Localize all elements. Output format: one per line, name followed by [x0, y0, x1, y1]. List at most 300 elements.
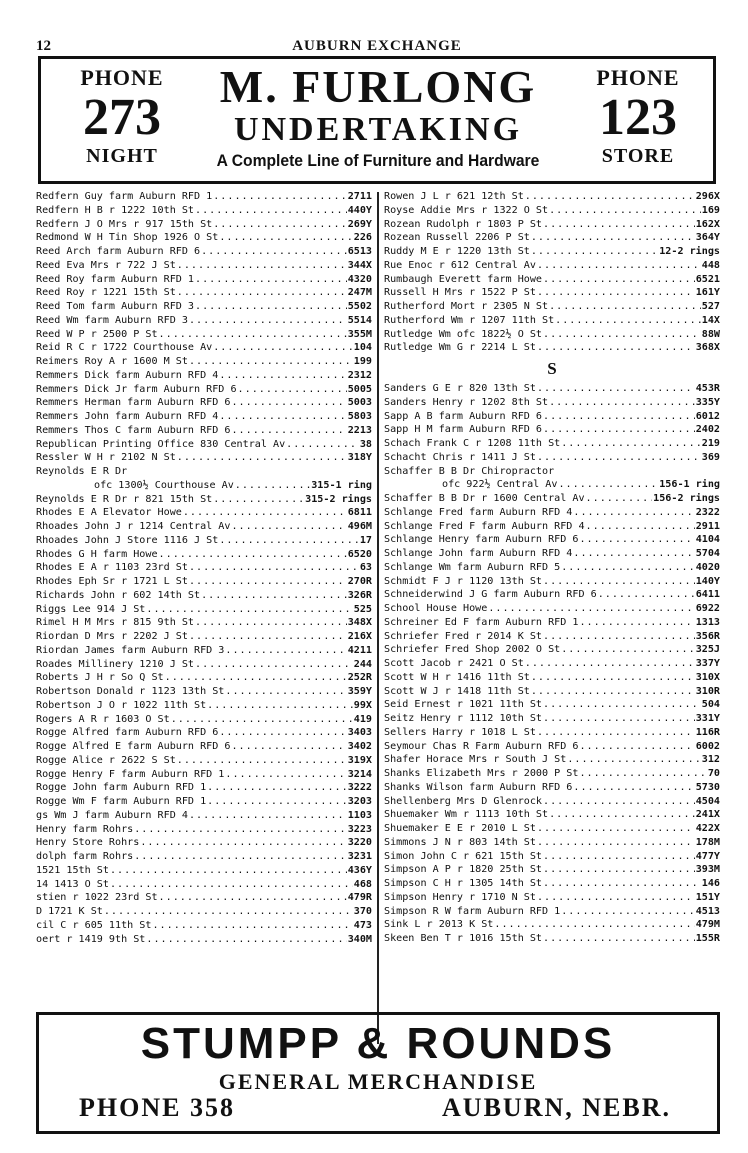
listing-name: Redmond W H Tin Shop 1926 O St [36, 232, 219, 244]
leader-dots [189, 575, 347, 589]
listing-row [36, 259, 372, 273]
listing-row [36, 438, 372, 452]
leader-dots [219, 369, 346, 383]
listing-name: Rogge Wm F farm Auburn RFD 1 [36, 796, 207, 807]
listing-phone: 315-2 rings [305, 493, 372, 505]
listing-phone: 337Y [695, 658, 720, 669]
listing-phone: 178M [695, 836, 720, 848]
listing-phone: 344X [347, 259, 372, 271]
listing-row [384, 533, 720, 547]
listing-row [384, 231, 720, 245]
listing-name: Simpson Henry r 1710 N St [384, 891, 536, 903]
listing-name: Ressler W H r 2102 N St [36, 452, 176, 464]
listing-phone: 6922 [695, 603, 720, 614]
listing-name: Remmers Dick Jr farm Auburn RFD 6 [36, 383, 237, 395]
listing-name: Schriefer Fred r 2014 K St [384, 630, 543, 642]
listing-name: Henry farm Rohrs [36, 823, 134, 835]
page-header [36, 38, 718, 54]
listing-name: Schach Frank C r 1208 11th St [384, 438, 561, 449]
listing-phone: 319X [347, 754, 372, 766]
listing-name: Reed Arch farm Auburn RFD 6 [36, 246, 201, 257]
leader-dots [195, 658, 353, 672]
listing-name: Rogge Alfred E farm Auburn RFD 6 [36, 741, 231, 752]
listing-row [36, 548, 372, 562]
listing-name: Rhoades John J Store 1116 J St [36, 534, 219, 546]
listing-row [36, 355, 372, 369]
listing-phone: 296X [695, 191, 720, 202]
listing-phone: 340M [347, 933, 372, 945]
listing-row [36, 506, 372, 520]
leader-dots [598, 588, 695, 602]
listing-row [384, 190, 720, 204]
leader-dots [159, 891, 347, 905]
listing-phone: 156-2 rings [653, 493, 720, 504]
listing-phone: 318Y [347, 452, 372, 464]
listing-phone: 146 [701, 878, 720, 889]
listing-phone: 116R [695, 726, 720, 738]
listing-row [36, 328, 372, 342]
leader-dots [201, 589, 347, 603]
listing-phone: 63 [359, 562, 372, 574]
listing-row [36, 575, 372, 589]
listing-name: Rumbaugh Everett farm Howe [384, 273, 543, 285]
listing-row [384, 520, 720, 534]
listing-phone: 468 [353, 878, 372, 890]
listing-name: Schlange John farm Auburn RFD 4 [384, 548, 573, 559]
listing-name: Schaffer B B Dr r 1600 Central Av [384, 493, 585, 504]
listing-phone: 479R [347, 892, 372, 904]
leader-dots [549, 204, 701, 218]
listing-row [36, 905, 372, 919]
leader-dots [525, 657, 695, 671]
listing-row [36, 396, 372, 410]
listing-row [36, 479, 372, 493]
listing-phone: 5005 [347, 383, 372, 395]
leader-dots [573, 781, 694, 795]
listing-name: Rutledge Wm G r 2214 L St [384, 342, 536, 354]
listing-phone: 216X [347, 631, 372, 642]
listing-name: Reid R C r 1722 Courthouse Av [36, 342, 213, 354]
listing-name: Reynolds E R Dr r 821 15th St [36, 493, 213, 505]
listing-row [36, 245, 372, 259]
leader-dots [159, 328, 347, 342]
listing-phone: 169 [701, 204, 720, 216]
listing-row [36, 314, 372, 328]
listing-row [384, 396, 720, 410]
listing-phone: 99X [353, 699, 372, 711]
listing-name: Simpson R W farm Auburn RFD 1 [384, 905, 561, 917]
listing-phone: 6520 [347, 548, 372, 560]
leader-dots [573, 547, 694, 561]
listing-columns [36, 190, 720, 1048]
listing-name: 14 1413 O St [36, 878, 109, 890]
page-title: AUBURN EXCHANGE [292, 38, 462, 54]
store-phone-block [563, 65, 713, 168]
listing-row [384, 781, 720, 795]
listing-name: Schlange Wm farm Auburn RFD 5 [384, 561, 561, 573]
leader-dots [531, 685, 695, 699]
leader-dots [146, 603, 352, 617]
leader-dots [543, 795, 695, 809]
listing-row [36, 493, 372, 507]
leader-dots [195, 204, 347, 218]
leader-dots [586, 520, 695, 534]
listing-name: Shellenberg Mrs D Glenrock [384, 795, 543, 807]
listing-name: Rhodes E A r 1103 23rd St [36, 562, 188, 574]
leader-dots [238, 383, 347, 397]
listing-phone: 440Y [347, 204, 372, 216]
leader-dots [195, 273, 347, 287]
furlong-advertisement [38, 56, 716, 184]
listing-name: Skeen Ben T r 1016 15th St [384, 933, 543, 944]
listing-row [384, 891, 720, 905]
leader-dots [561, 561, 694, 575]
listing-phone: 6811 [347, 507, 372, 519]
leader-dots [543, 575, 695, 589]
listing-phone: 199 [353, 356, 372, 367]
listing-phone: 525 [353, 603, 372, 615]
leader-dots [549, 396, 695, 410]
leader-dots [159, 548, 347, 562]
listing-row [36, 644, 372, 658]
listing-phone: 369 [701, 451, 720, 463]
listing-row [36, 218, 372, 232]
listing-row [384, 836, 720, 850]
leader-dots [207, 795, 347, 809]
leader-dots [579, 767, 706, 781]
listing-name: Henry Store Rohrs [36, 837, 140, 849]
furlong-center [193, 63, 563, 173]
listing-phone: 393M [695, 864, 720, 876]
listing-name: Schaffer B B Dr Chiropractor [384, 465, 555, 477]
listing-name: Rutherford Mort r 2305 N St [384, 301, 549, 312]
listing-row [384, 753, 720, 767]
listing-name: Rogers A R r 1603 O St [36, 713, 170, 725]
leader-dots [537, 891, 695, 905]
listing-row [384, 259, 720, 273]
listing-row [384, 465, 720, 479]
listing-phone: 326R [347, 589, 372, 601]
listing-row [36, 616, 372, 630]
leader-dots [177, 286, 347, 300]
listing-phone: 368X [695, 342, 720, 354]
leader-dots [195, 616, 347, 630]
leader-dots [213, 493, 304, 507]
listing-row [36, 864, 372, 878]
listing-name: Scott W J r 1418 11th St [384, 685, 530, 697]
leader-dots [537, 836, 695, 850]
listing-phone: 38 [359, 438, 372, 450]
listing-name: ofc 922½ Central Av [442, 479, 558, 491]
listing-name: Rogge John farm Auburn RFD 1 [36, 782, 207, 794]
listing-phone: 436Y [347, 864, 372, 876]
leader-dots [231, 740, 346, 754]
leader-dots [543, 850, 695, 864]
listing-name: stien r 1022 23rd St [36, 892, 158, 904]
listing-row [384, 245, 720, 259]
leader-dots [543, 932, 695, 946]
leader-dots [579, 533, 694, 547]
furlong-name: M. FURLONG [219, 61, 537, 112]
listing-phone: 14X [701, 314, 720, 326]
listing-phone: 310X [695, 671, 720, 683]
listing-phone: 3403 [347, 727, 372, 739]
right-listing-column [384, 190, 720, 946]
leader-dots [146, 933, 346, 947]
leader-dots [543, 328, 701, 342]
leader-dots [561, 643, 694, 657]
listing-row [36, 713, 372, 727]
listing-name: Reimers Roy A r 1600 M St [36, 356, 188, 367]
listing-phone: 310R [695, 685, 720, 697]
listing-row [384, 808, 720, 822]
listing-row [36, 850, 372, 864]
listing-name: Reed Roy farm Auburn RFD 1 [36, 273, 195, 285]
listing-row [36, 919, 372, 933]
listing-row [384, 204, 720, 218]
listing-row [384, 905, 720, 919]
listing-name: Rogge Henry F farm Auburn RFD 1 [36, 768, 225, 780]
listing-phone: 2711 [347, 191, 372, 202]
listing-name: Rhodes G H farm Howe [36, 548, 158, 560]
listing-phone: 477Y [695, 850, 720, 862]
leader-dots [189, 355, 353, 369]
stumpp-line: GENERAL MERCHANDISE [218, 1069, 538, 1094]
listing-phone: 504 [701, 699, 720, 711]
listing-phone: 3223 [347, 823, 372, 835]
listing-phone: 5514 [347, 314, 372, 326]
listing-name: Sapp H M farm Auburn RFD 6 [384, 424, 543, 436]
listing-row [36, 823, 372, 837]
listing-row [384, 273, 720, 287]
listing-row [384, 643, 720, 657]
listing-phone: 252R [347, 672, 372, 684]
listing-name: Schriefer Fred Shop 2002 O St [384, 644, 561, 656]
leader-dots [537, 726, 695, 740]
leader-dots [177, 259, 347, 273]
listing-row [384, 300, 720, 314]
leader-dots [543, 630, 695, 644]
listing-name: Royse Addie Mrs r 1322 O St [384, 204, 549, 216]
listing-name: School House Howe [384, 603, 488, 614]
listing-phone: 527 [701, 301, 720, 312]
leader-dots [104, 905, 353, 919]
listing-row [384, 492, 720, 506]
listing-row [36, 754, 372, 768]
listing-name: gs Wm J farm Auburn RFD 4 [36, 809, 188, 821]
listing-row [384, 286, 720, 300]
listing-name: Rozean Rudolph r 1803 P St [384, 218, 543, 230]
leader-dots [537, 822, 695, 836]
listing-row [36, 465, 372, 479]
listing-phone: 4513 [695, 905, 720, 917]
listing-name: Shanks Elizabeth Mrs r 2000 P St [384, 768, 579, 779]
listing-row [36, 781, 372, 795]
listing-name: Redfern Guy farm Auburn RFD 1 [36, 191, 213, 202]
listing-name: Schacht Chris r 1411 J St [384, 451, 536, 463]
listing-row [36, 740, 372, 754]
listing-name: Schreiner Ed F farm Auburn RFD 1 [384, 616, 579, 628]
listing-name: Remmers Thos C farm Auburn RFD 6 [36, 424, 231, 436]
listing-phone: 2322 [695, 506, 720, 518]
listing-phone: 355M [347, 328, 372, 340]
leader-dots [213, 218, 346, 232]
listing-row [384, 561, 720, 575]
leader-dots [531, 245, 658, 259]
leader-dots [494, 918, 694, 932]
listing-phone: 219 [701, 438, 720, 449]
leader-dots [549, 300, 701, 314]
store-phone-number: 123 [599, 89, 677, 146]
listing-phone: 359Y [347, 686, 372, 697]
listing-row [384, 588, 720, 602]
stumpp-rounds-advertisement [36, 1012, 720, 1134]
listing-row [384, 767, 720, 781]
listing-name: Shanks Wilson farm Auburn RFD 6 [384, 781, 573, 793]
listing-row [36, 630, 372, 644]
listing-phone: 4211 [347, 644, 372, 656]
leader-dots [561, 905, 694, 919]
listing-row [384, 382, 720, 396]
leader-dots [537, 451, 701, 465]
leader-dots [225, 644, 346, 658]
listing-name: Rutherford Wm r 1207 11th St [384, 314, 555, 326]
leader-dots [537, 382, 695, 396]
leader-dots [171, 713, 353, 727]
listing-name: Robertson J O r 1022 11th St [36, 699, 207, 711]
stumpp-firm-name: STUMPP & ROUNDS [140, 1019, 616, 1068]
leader-dots [235, 479, 310, 493]
leader-dots [286, 438, 359, 452]
listing-row [36, 341, 372, 355]
listing-phone: 6002 [695, 740, 720, 752]
listing-row [36, 190, 372, 204]
leader-dots [531, 671, 695, 685]
listing-name: Riordan James farm Auburn RFD 3 [36, 644, 225, 656]
leader-dots [225, 768, 346, 782]
listing-phone: 335Y [695, 396, 720, 408]
listing-name: Ruddy M E r 1220 13th St [384, 246, 530, 257]
leader-dots [561, 437, 701, 451]
listing-name: Rogge Alfred farm Auburn RFD 6 [36, 727, 219, 739]
listing-phone: 331Y [695, 713, 720, 724]
listing-name: Rhodes Eph Sr r 1721 L St [36, 576, 188, 587]
leader-dots [189, 314, 347, 328]
listing-phone: 2312 [347, 369, 372, 381]
listing-phone: 370 [353, 906, 372, 917]
listing-phone: 270R [347, 576, 372, 587]
leader-dots [110, 864, 347, 878]
leader-dots [183, 506, 347, 520]
leader-dots [195, 300, 347, 314]
listing-phone: 4504 [695, 795, 720, 807]
listing-name: Redfern H B r 1222 10th St [36, 204, 195, 216]
night-phone-number: 273 [83, 89, 161, 146]
listing-phone: 315-1 ring [311, 479, 372, 491]
listing-row [384, 795, 720, 809]
listing-name: Shuemaker Wm r 1113 10th St [384, 809, 549, 821]
listing-name: Shuemaker E E r 2010 L St [384, 823, 536, 834]
listing-phone: 104 [353, 342, 372, 354]
section-heading: S [547, 359, 557, 378]
listing-phone: 269Y [347, 218, 372, 230]
listing-phone: 6521 [695, 273, 720, 285]
listing-row [384, 863, 720, 877]
leader-dots [165, 671, 347, 685]
listing-name: Simpson A P r 1820 25th St [384, 864, 543, 876]
listing-phone: 325J [695, 644, 720, 656]
listing-phone: 3203 [347, 796, 372, 807]
listing-row [36, 603, 372, 617]
leader-dots [110, 878, 353, 892]
listing-row [36, 231, 372, 245]
night-caption: NIGHT [86, 145, 158, 167]
listing-phone: 312 [701, 754, 720, 766]
listing-name: Riggs Lee 914 J St [36, 603, 146, 615]
listing-row [384, 423, 720, 437]
leader-dots [558, 478, 658, 492]
listing-row [384, 341, 720, 355]
leader-dots [555, 314, 701, 328]
leader-dots [225, 685, 346, 699]
store-caption: STORE [601, 145, 675, 167]
listing-row [36, 534, 372, 548]
leader-dots [579, 740, 694, 754]
listing-name: Reed Tom farm Auburn RFD 3 [36, 301, 195, 312]
listing-phone: 5730 [695, 781, 720, 793]
leader-dots [537, 341, 695, 355]
listing-name: Rowen J L r 621 12th St [384, 191, 524, 202]
night-phone-label: PHONE [80, 65, 164, 90]
listing-row [384, 314, 720, 328]
listing-row [36, 795, 372, 809]
listing-name: Reed Roy r 1221 15th St [36, 287, 176, 299]
listing-row [384, 712, 720, 726]
leader-dots [531, 231, 695, 245]
listing-phone: 244 [353, 658, 372, 670]
leader-dots [567, 753, 700, 767]
listing-phone: 422X [695, 823, 720, 834]
leader-dots [543, 712, 695, 726]
leader-dots [134, 823, 346, 837]
listing-row [36, 933, 372, 947]
listing-row [36, 369, 372, 383]
listing-phone: 226 [353, 232, 372, 244]
listing-phone: 241X [695, 809, 720, 821]
leader-dots [140, 836, 346, 850]
listing-row [384, 451, 720, 465]
listing-name: oert r 1419 9th St [36, 933, 146, 945]
listing-name: Simon John C r 621 15th St [384, 850, 543, 862]
listing-name: Sanders G E r 820 13th St [384, 383, 536, 394]
listing-phone: 17 [359, 534, 372, 546]
listing-row [384, 698, 720, 712]
leader-dots [219, 534, 359, 548]
listing-row [36, 273, 372, 287]
listing-name: Sink L r 2013 K St [384, 919, 494, 931]
listing-phone: 12-2 rings [659, 246, 720, 257]
listing-name: Schlange Fred farm Auburn RFD 4 [384, 506, 573, 518]
listing-name: Seitz Henry r 1112 10th St [384, 713, 543, 724]
listing-name: Remmers John farm Auburn RFD 4 [36, 411, 219, 422]
listing-phone: 162X [695, 218, 720, 230]
listing-name: Riordan D Mrs r 2202 J St [36, 631, 188, 642]
furlong-tagline: A Complete Line of Furniture and Hardware [216, 151, 540, 170]
leader-dots [219, 231, 352, 245]
listing-name: 1521 15th St [36, 864, 109, 876]
listing-name: Sanders Henry r 1202 8th St [384, 396, 549, 408]
listing-name: Rimel H M Mrs r 815 9th St [36, 617, 195, 629]
